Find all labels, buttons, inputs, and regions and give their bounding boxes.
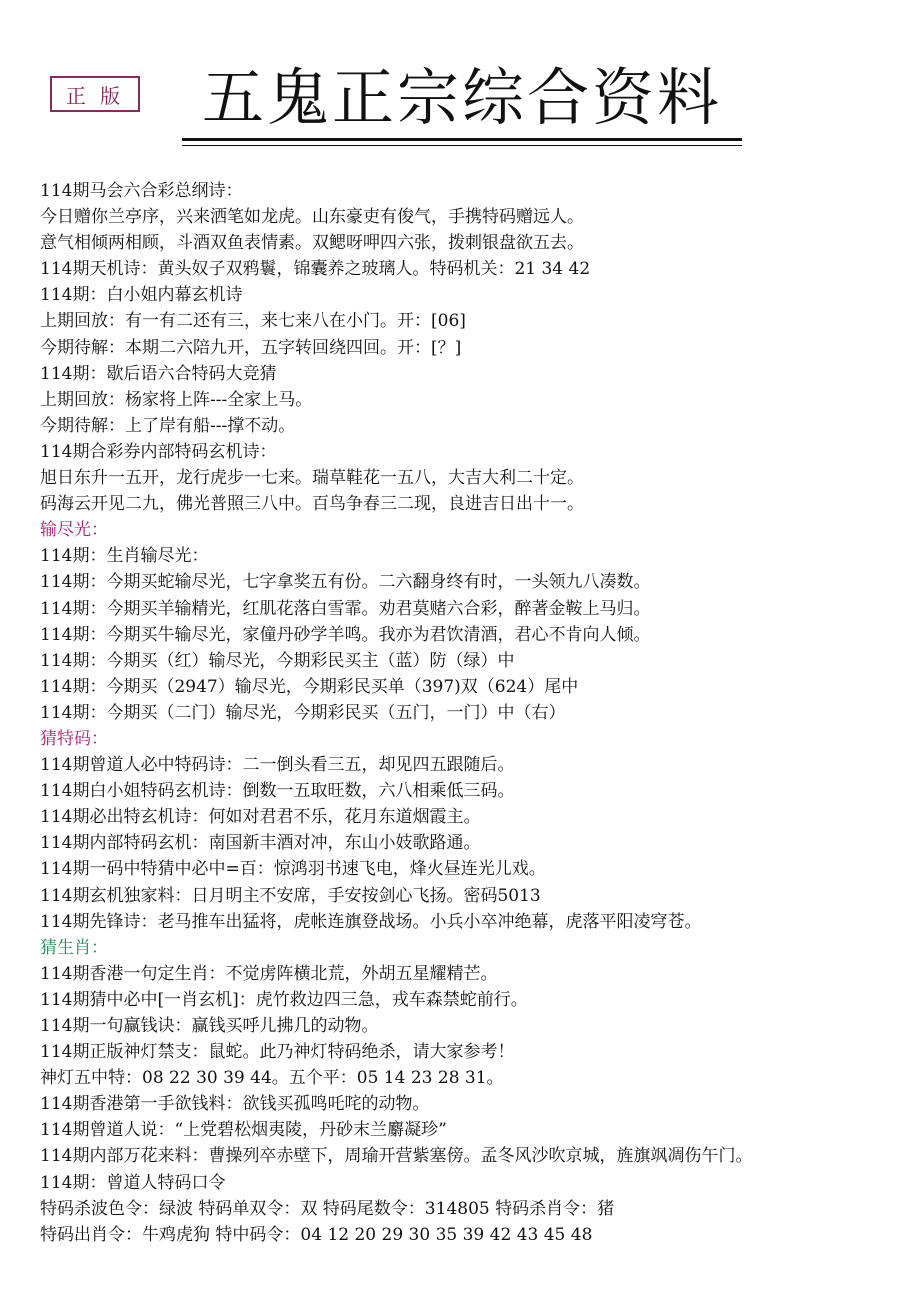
text-line: 码海云开见二九，佛光普照三八中。百鸟争春三二现，良进吉日出十一。: [40, 494, 584, 515]
text-line: 114期香港第一手欲钱料：欲钱买孤鸣吒咤的动物。: [40, 1094, 430, 1115]
text-line: 114期一码中特猜中必中=百：惊鸿羽书速飞电，烽火昼连光儿戏。: [40, 859, 546, 880]
text-line: 114期：今期买（2947）输尽光，今期彩民买单（397)双（624）尾中: [40, 676, 579, 697]
text-line: 今期待解：本期二六陪九开，五字转回绕四回。开：[？]: [40, 337, 462, 358]
text-line: 114期内部万花来料：曹操列卒赤壁下，周瑜开营紫塞傍。孟冬风沙吹京城，旌旗飒凋伤午门。: [40, 1146, 753, 1167]
text-line: 114期合彩券内部特码玄机诗：: [40, 441, 277, 462]
text-line: 神灯五中特：08 22 30 39 44。五个平：05 14 23 28 31。: [40, 1068, 504, 1089]
text-line: 今期待解：上了岸有船---撑不动。: [40, 415, 296, 436]
text-line: 114期天机诗：黄头奴子双鸦鬟，锦囊养之玻璃人。特码机关：21 34 42: [40, 259, 591, 280]
section: [40, 935, 890, 1248]
section-heading: 猜特码：: [40, 728, 108, 749]
section-heading: 输尽光：: [40, 520, 108, 541]
text-line: 114期：今期买牛输尽光，家僮丹砂学羊鸣。我亦为君饮清酒，君心不肯向人倾。: [40, 624, 651, 645]
section: [40, 178, 890, 517]
text-line: 114期玄机独家料：日月明主不安席，手安按剑心飞扬。密码5013: [40, 885, 541, 906]
title-underline-thick: [182, 138, 742, 141]
text-line: 旭日东升一五开，龙行虎步一七来。瑞草鞋花一五八，大吉大利二十定。: [40, 468, 584, 489]
text-line: 114期：今期买（二门）输尽光，今期彩民买（五门，一门）中（右）: [40, 702, 566, 723]
text-line: 上期回放：有一有二还有三，来七来八在小门。开：[06]: [40, 311, 466, 332]
text-line: 114期香港一句定生肖：不觉虏阵横北荒，外胡五星耀精芒。: [40, 963, 498, 984]
text-line: 上期回放：杨家将上阵---全家上马。: [40, 389, 313, 410]
text-line: 114期猜中必中[一肖玄机]：虎竹救边四三急，戎车森禁蛇前行。: [40, 989, 528, 1010]
authentic-badge: 正 版: [50, 76, 140, 112]
content-body: [40, 178, 890, 1248]
text-line: 114期正版神灯禁支：鼠蛇。此乃神灯特码绝杀，请大家参考！: [40, 1042, 515, 1063]
text-line: 114期内部特码玄机：南国新丰酒对冲，东山小妓歌路通。: [40, 833, 481, 854]
text-line: 今日赠你兰亭序，兴来洒笔如龙虎。山东豪吏有俊气，手携特码赠远人。: [40, 207, 584, 228]
section-heading: 猜生肖：: [40, 937, 108, 958]
title-underline-thin: [182, 145, 742, 146]
page-title: 五鬼正宗综合资料: [201, 61, 722, 134]
text-line: 114期：曾道人特码口令: [40, 1172, 226, 1193]
section: [40, 726, 890, 935]
text-line: 意气相倾两相顾，斗酒双鱼表情素。双鳃呀呷四六张，拨刺银盘欲五去。: [40, 233, 584, 254]
text-line: 114期：今期买羊输精光，红肌花落白雪霏。劝君莫赌六合彩，醉著金鞍上马归。: [40, 598, 651, 619]
text-line: 114期必出特玄机诗：何如对君君不乐，花月东道烟霞主。: [40, 807, 481, 828]
text-line: 114期：歇后语六合特码大竞猜: [40, 363, 277, 384]
text-line: 114期曾道人必中特码诗：二一倒头看三五，却见四五跟随后。: [40, 755, 515, 776]
text-line: 114期先锋诗：老马推车出猛将，虎帐连旗登战场。小兵小卒冲绝幕，虎落平阳凌穹苍。: [40, 911, 702, 932]
text-line: 114期：白小姐内幕玄机诗: [40, 285, 243, 306]
text-line: 特码出肖令：牛鸡虎狗 特中码令：04 12 20 29 30 35 39 42 43 45 48: [40, 1224, 593, 1245]
section: [40, 517, 890, 726]
text-line: 特码杀波色令：绿波 特码单双令：双 特码尾数令：314805 特码杀肖令：猪: [40, 1198, 615, 1219]
text-line: 114期马会六合彩总纲诗：: [40, 181, 243, 201]
text-line: 114期一句赢钱诀：赢钱买呼儿拂几的动物。: [40, 1016, 379, 1036]
text-line: 114期：生肖输尽光：: [40, 546, 209, 567]
text-line: 114期白小姐特码玄机诗：倒数一五取旺数，六八相乘低三码。: [40, 781, 515, 802]
text-line: 114期：今期买（红）输尽光，今期彩民买主（蓝）防（绿）中: [40, 650, 515, 671]
text-line: 114期：今期买蛇输尽光，七字拿奖五有份。二六翻身终有时，一头领九八凑数。: [40, 572, 651, 593]
text-line: 114期曾道人说：“上党碧松烟夷陵，丹砂末兰麝凝珍”: [40, 1120, 447, 1141]
